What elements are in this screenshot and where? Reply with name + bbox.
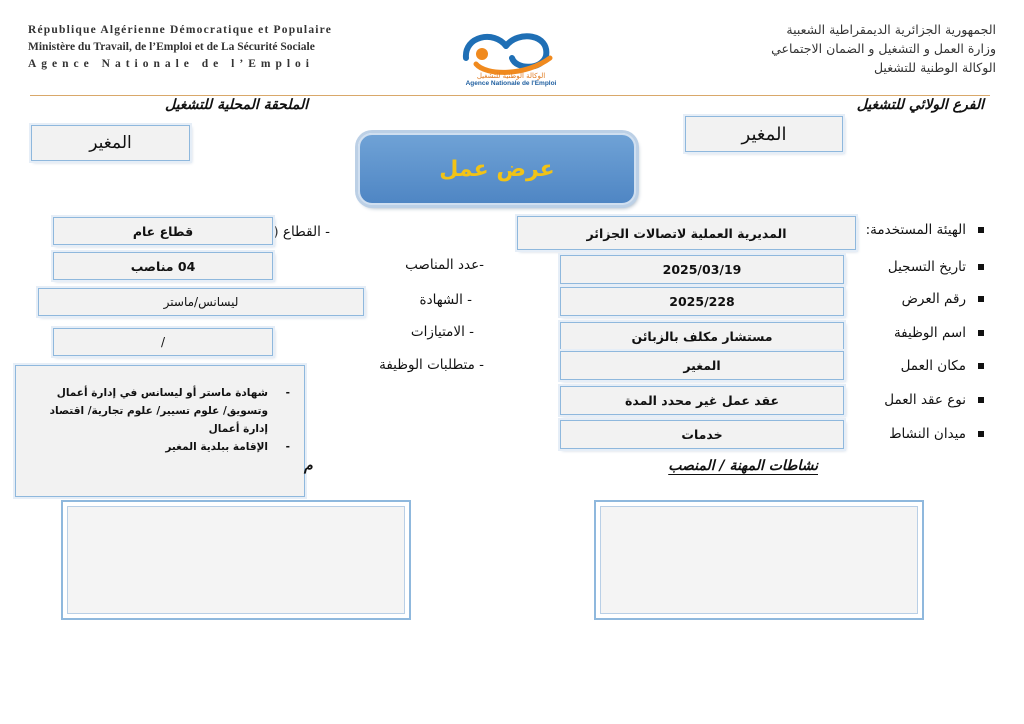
wilaya-branch-value: المغير bbox=[685, 116, 843, 152]
field-benefits-value: / bbox=[53, 328, 273, 356]
field-registration-date-value: 2025/03/19 bbox=[560, 255, 844, 284]
field-contract-type-value: عقد عمل غير محدد المدة bbox=[560, 386, 844, 415]
field-employer bbox=[866, 222, 984, 238]
field-registration-date-label: تاريخ التسجيل bbox=[887, 259, 966, 275]
field-diploma-value: ليسانس/ماستر bbox=[38, 288, 364, 316]
field-activity-domain bbox=[889, 426, 984, 442]
field-requirements-label: - متطلبات الوظيفة bbox=[379, 357, 484, 373]
field-contract-type bbox=[884, 392, 984, 408]
field-work-place bbox=[901, 358, 984, 374]
header-ar-line-1: الجمهورية الجزائرية الديمقراطية الشعبية bbox=[786, 22, 996, 37]
field-employer-label: الهيئة المستخدمة: bbox=[865, 222, 966, 238]
field-sector-label: - القطاع ( bbox=[273, 224, 330, 240]
field-benefits-label: - الامتيازات bbox=[410, 324, 474, 340]
bullet-icon bbox=[978, 330, 984, 336]
field-job-name-value: مستشار مكلف بالزبائن bbox=[560, 322, 844, 351]
field-job-name-label: اسم الوظيفة bbox=[893, 325, 966, 341]
field-diploma-label: - الشهادة bbox=[419, 292, 472, 308]
header-ar-line-2: وزارة العمل و التشغيل و الضمان الاجتماعي bbox=[771, 41, 996, 56]
field-employer-value: المديرية العملية لاتصالات الجزائر bbox=[517, 216, 856, 250]
bullet-icon bbox=[978, 397, 984, 403]
left-empty-box bbox=[61, 500, 411, 620]
header-fr-line-3: Agence Nationale de l’Emploi bbox=[28, 58, 314, 70]
field-work-place-value: المغير bbox=[560, 351, 844, 380]
bullet-icon bbox=[978, 264, 984, 270]
field-sector-value: قطاع عام bbox=[53, 217, 273, 245]
field-job-name bbox=[894, 325, 984, 341]
requirements-box bbox=[15, 365, 305, 497]
offer-title-box bbox=[358, 133, 636, 205]
header-french bbox=[28, 22, 332, 73]
logo-arabic-text: الوكالة الوطنية للتشغيل bbox=[476, 72, 546, 80]
activities-box bbox=[594, 500, 924, 620]
header-arabic bbox=[596, 20, 996, 77]
field-activity-domain-label: ميدان النشاط bbox=[889, 426, 966, 442]
field-activity-domain-value: خدمات bbox=[560, 420, 844, 449]
activities-title: نشاطات المهنة / المنصب bbox=[668, 458, 818, 474]
field-contract-type-label: نوع عقد العمل bbox=[884, 392, 966, 408]
field-positions-label: -عدد المناصب bbox=[405, 257, 484, 273]
bullet-icon bbox=[978, 431, 984, 437]
hidden-title-fragment: م bbox=[304, 458, 313, 474]
offer-title: عرض عمل bbox=[439, 156, 555, 182]
field-offer-number bbox=[902, 291, 984, 307]
bullet-icon bbox=[978, 227, 984, 233]
local-annex-value: المغير bbox=[31, 125, 190, 161]
header-ar-line-3: الوكالة الوطنية للتشغيل bbox=[873, 60, 996, 75]
requirements-list bbox=[46, 384, 268, 456]
header-fr-line-2: Ministère du Travail, de l’Emploi et de La Sécurité Sociale bbox=[28, 41, 315, 53]
wilaya-branch-label: الفرع الولائي للتشغيل bbox=[856, 97, 984, 113]
requirement-item: - الإقامة ببلدية المغير bbox=[46, 438, 268, 456]
field-offer-number-label: رقم العرض bbox=[901, 291, 966, 307]
local-annex-label: الملحقة المحلية للتشغيل bbox=[165, 97, 309, 113]
field-offer-number-value: 2025/228 bbox=[560, 287, 844, 316]
header-fr-line-1: République Algérienne Démocratique et Populaire bbox=[28, 24, 333, 36]
requirement-item: - شهادة ماستر أو ليسانس في إدارة أعمال وتسويق/ علوم تسيير/ علوم تجارية/ اقتصاد إدارة أعمال bbox=[46, 384, 268, 438]
bullet-icon bbox=[978, 363, 984, 369]
logo-french-text: Agence Nationale de l'Emploi bbox=[465, 80, 557, 87]
field-work-place-label: مكان العمل bbox=[900, 358, 966, 374]
header-divider bbox=[30, 95, 990, 96]
field-positions-value: 04 مناصب bbox=[53, 252, 273, 280]
field-registration-date bbox=[888, 259, 984, 275]
bullet-icon bbox=[978, 296, 984, 302]
